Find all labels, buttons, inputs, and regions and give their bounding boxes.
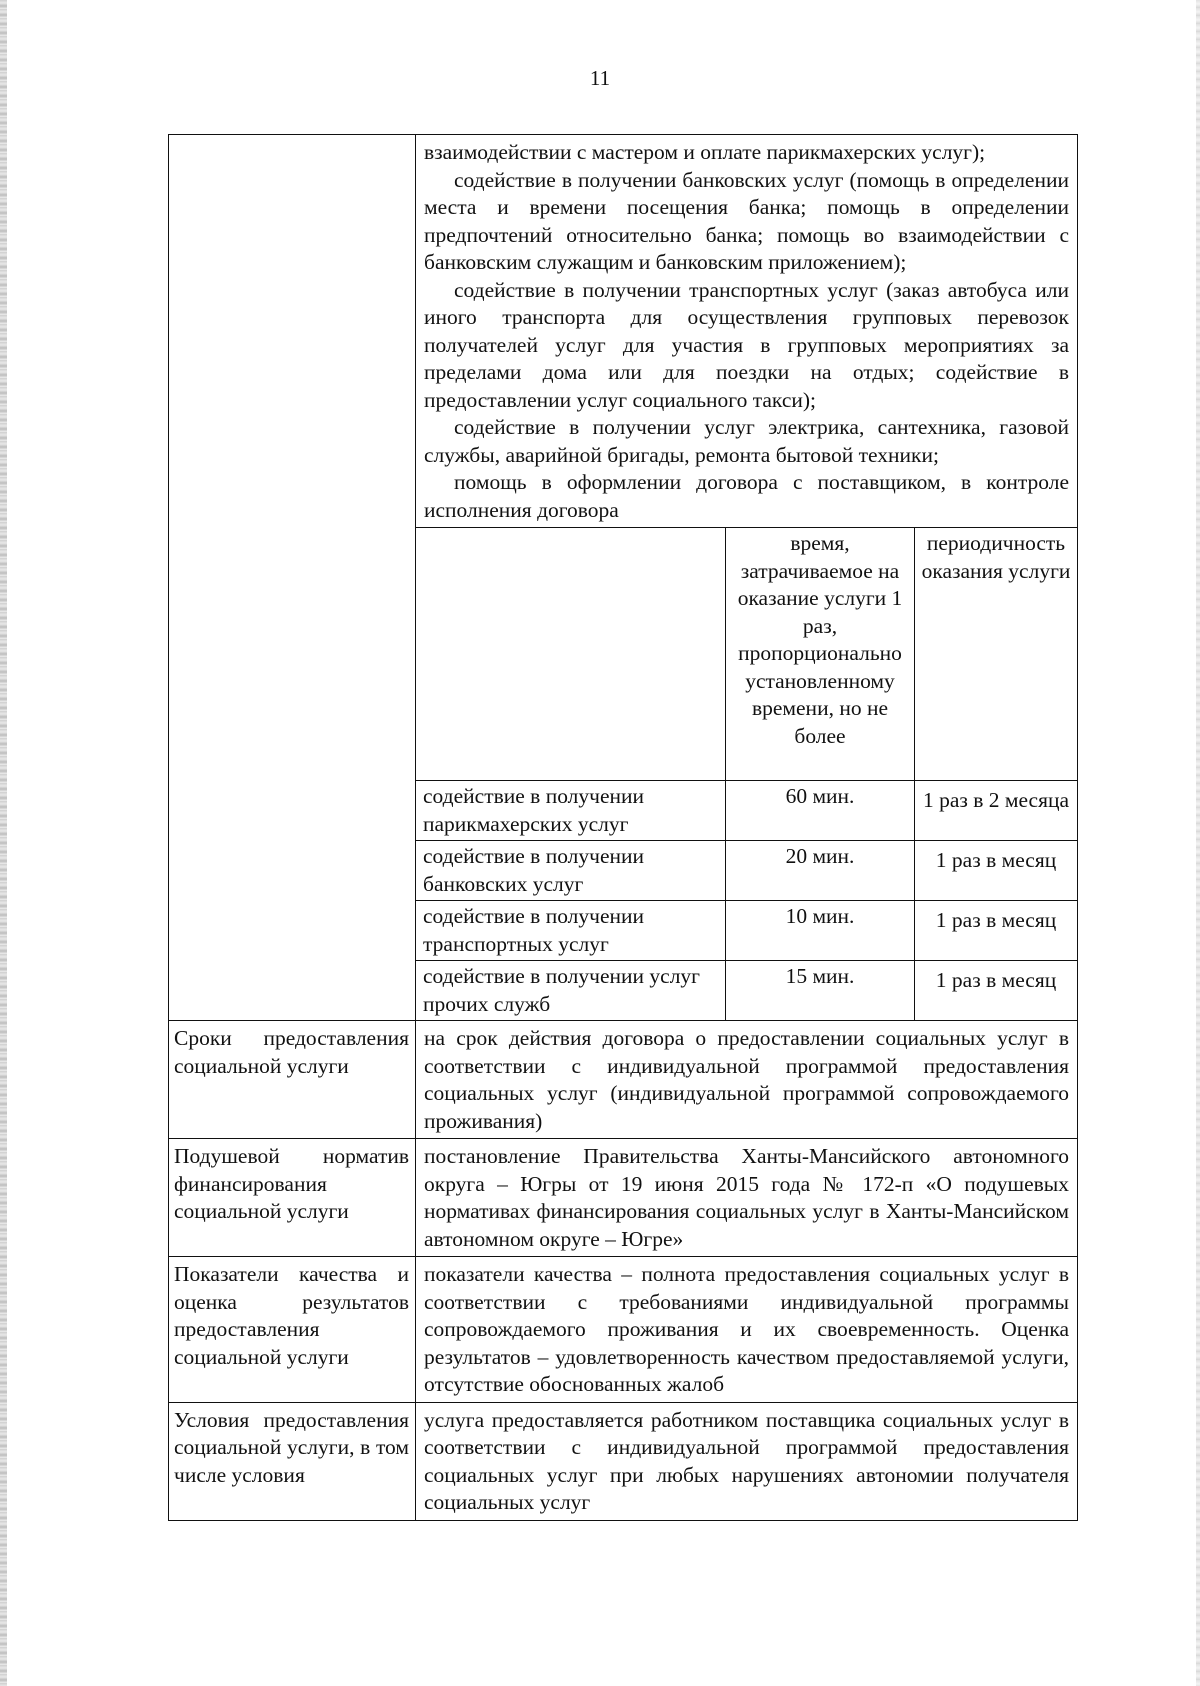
row-content: показатели качества – полнота предоставления социальных услуг в соответствии с требованиями индивидуальной программы сопровождаемого проживания и их своевременность. Оценка результатов – удовлетворенность качеством предоставляемой услуги, отсутствие обоснованных жалоб [424,1262,1069,1396]
service-name: содействие в получении банковских услуг [416,841,726,901]
row-content: постановление Правительства Ханты-Мансийского автономного округа – Югры от 19 июня 2015 года № 172-п «О подушевых нормативах финансирования социальных услуг в Ханты-Мансийском автономном округе – Югре» [424,1144,1069,1251]
service-time: 20 мин. [726,841,915,901]
row-label-cell [169,1021,416,1139]
service-frequency: 1 раз в 2 месяца [915,781,1078,841]
paragraph: содействие в получении услуг электрика, сантехника, газовой службы, аварийной бригады, ремонта бытовой техники; [424,415,1069,467]
service-frequency: 1 раз в месяц [915,901,1078,961]
row-content-cell [416,1257,1078,1403]
service-description-table [168,134,1078,1521]
row-content: на срок действия договора о предоставлении социальных услуг в соответствии с индивидуальной программой предоставления социальных услуг (индивидуальной программой сопровождаемого проживания) [424,1026,1069,1133]
row-label-cell [169,1257,416,1403]
service-frequency: 1 раз в месяц [915,961,1078,1021]
row-label-cell [169,1402,416,1520]
table-row [169,1257,1078,1403]
row-label-cell [169,1139,416,1257]
paragraph: помощь в оформлении договора с поставщиком, в контроле исполнения договора [424,470,1069,522]
service-frequency: 1 раз в месяц [915,841,1078,901]
row-label: Подушевой норматив финансирования социальной услуги [174,1144,409,1223]
row-content-cell [416,1139,1078,1257]
table-row [416,901,1077,961]
paragraph: взаимодействии с мастером и оплате парикмахерских услуг); [424,140,986,164]
paragraph: содействие в получении банковских услуг (помощь в определении места и времени посещения банка; помощь в определении предпочтений относительно банка; помощь во взаимодействии с банковским служащим и банковским приложением); [424,167,1069,274]
service-name: содействие в получении парикмахерских услуг [416,781,726,841]
continuation-label-cell [169,135,416,1021]
continuation-row [169,135,1078,1021]
row-label: Сроки предоставления социальной услуги [174,1026,409,1078]
table-row [169,1139,1078,1257]
table-row [416,841,1077,901]
service-time-table [416,527,1077,1020]
header-service-name [416,528,726,781]
table-row [416,961,1077,1021]
scan-edge-right [1196,0,1200,1686]
scan-edge-left [0,0,7,1686]
row-content: услуга предоставляется работником поставщика социальных услуг в соответствии с индивидуальной программой предоставления социальных услуг при любых нарушениях автономии получателя социальных услуг [424,1407,1069,1514]
continuation-text [416,135,1077,527]
service-time: 10 мин. [726,901,915,961]
page-number: 11 [589,66,611,90]
table-row [416,781,1077,841]
continuation-content-cell [416,135,1078,1021]
service-time: 60 мин. [726,781,915,841]
header-time: время, затрачиваемое на оказание услуги 1 раз, пропорционально установленному времени, но не более [726,528,915,781]
table-row [169,1021,1078,1139]
row-content-cell [416,1402,1078,1520]
table-row [169,1402,1078,1520]
row-content-cell [416,1021,1078,1139]
header-frequency: периодичность оказания услуги [915,528,1078,781]
row-label: Показатели качества и оценка результатов предоставления социальной услуги [174,1262,409,1369]
paragraph: содействие в получении транспортных услуг (заказ автобуса или иного транспорта для осуществления групповых перевозок получателей услуг для участия в групповых мероприятиях за пределами дома или для поездки на отдых; содействие в предоставлении услуг социального такси); [424,277,1069,412]
service-name: содействие в получении услуг прочих служб [416,961,726,1021]
service-table-header [416,528,1077,781]
service-time: 15 мин. [726,961,915,1021]
row-label: Условия предоставления социальной услуги, в том числе условия [174,1407,409,1487]
service-name: содействие в получении транспортных услуг [416,901,726,961]
